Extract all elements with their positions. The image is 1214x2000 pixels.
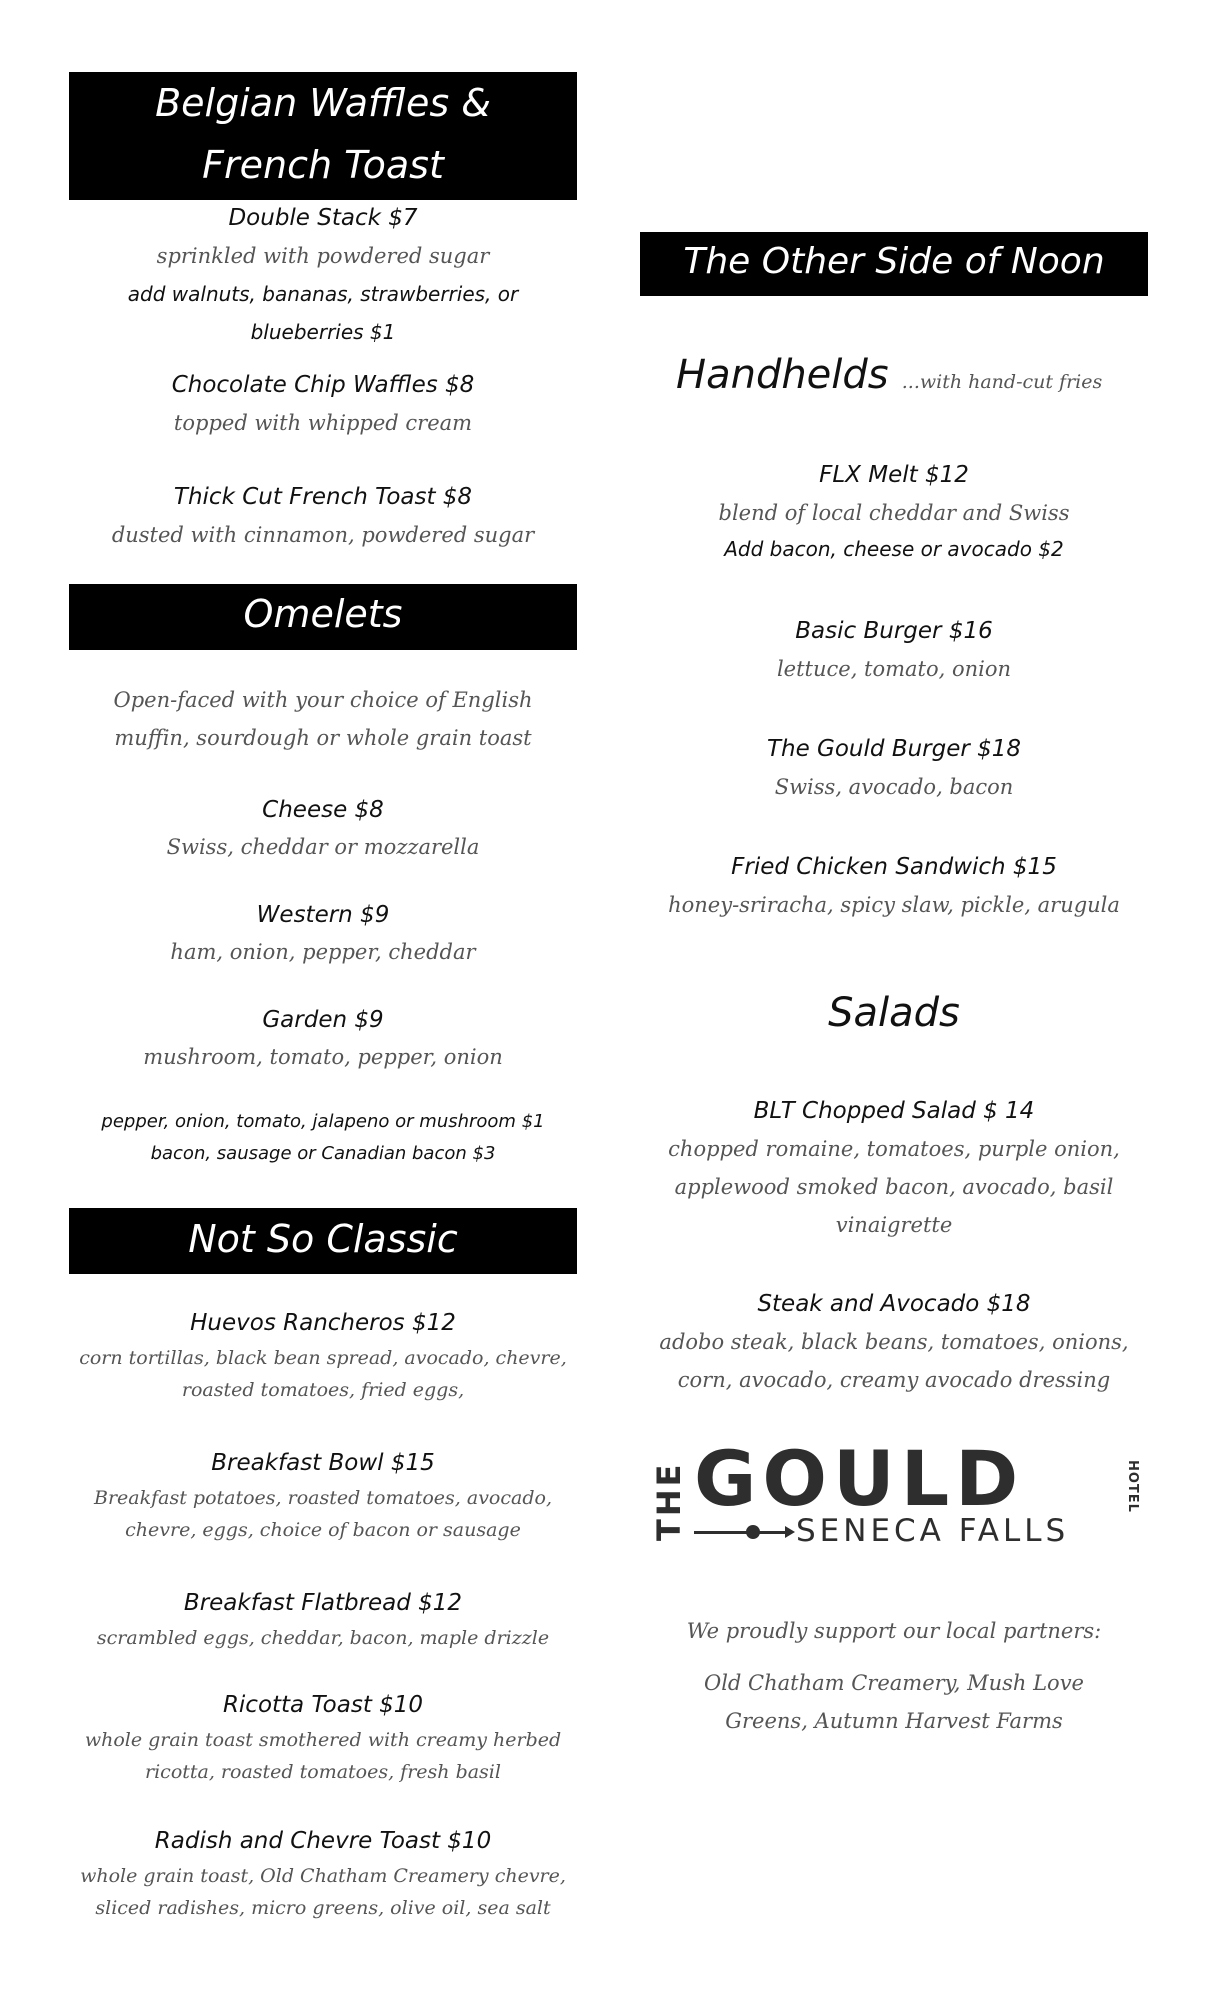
item-addon: blueberries $1: [250, 320, 396, 344]
other-side-banner: [640, 232, 1148, 296]
item-desc: topped with whipped cream: [173, 411, 473, 435]
item-desc: honey-sriracha, spicy slaw, pickle, arugula: [668, 893, 1120, 917]
menu-item-breakfast-bowl: [69, 1444, 577, 1546]
item-desc: whole grain toast smothered with creamy herbed: [84, 1729, 562, 1751]
item-desc: adobo steak, black beans, tomatoes, onions,: [659, 1330, 1129, 1354]
item-name: Basic Burger $16: [795, 618, 993, 644]
waffles-title-line1: Belgian Waffles &: [155, 81, 491, 125]
item-desc: vinaigrette: [835, 1213, 953, 1237]
menu-item-gould-burger: [640, 730, 1148, 806]
item-name: Cheese $8: [262, 797, 384, 823]
item-desc: ricotta, roasted tomatoes, fresh basil: [145, 1761, 501, 1783]
omelet-addons: [69, 1106, 577, 1170]
item-desc: dusted with cinnamon, powdered sugar: [111, 523, 535, 547]
item-name: Breakfast Flatbread $12: [183, 1590, 463, 1616]
item-name: The Gould Burger $18: [766, 736, 1022, 762]
intro-line: muffin, sourdough or whole grain toast: [114, 726, 532, 750]
addon-line: bacon, sausage or Canadian bacon $3: [150, 1143, 496, 1164]
item-desc: mushroom, tomato, pepper, onion: [143, 1045, 503, 1069]
item-desc: Swiss, avocado, bacon: [774, 775, 1014, 799]
local-partners: [640, 1612, 1148, 1740]
menu-item-steak-avocado: [640, 1285, 1148, 1399]
menu-item-garden: [69, 1001, 577, 1075]
menu-item-western: [69, 896, 577, 970]
item-name: Steak and Avocado $18: [757, 1291, 1031, 1317]
item-desc: corn tortillas, black bean spread, avocado, chevre,: [79, 1347, 567, 1369]
item-name: Thick Cut French Toast $8: [173, 484, 473, 510]
other-side-title: The Other Side of Noon: [683, 241, 1105, 282]
logo-gould: GOULD: [694, 1434, 1025, 1523]
omelets-title: Omelets: [243, 592, 403, 636]
item-name: Double Stack $7: [228, 205, 418, 231]
item-name: Garden $9: [262, 1007, 384, 1033]
logo-the: THE: [650, 1461, 688, 1541]
item-name: Breakfast Bowl $15: [211, 1450, 435, 1476]
not-so-classic-title: Not So Classic: [188, 1217, 458, 1261]
item-name: Fried Chicken Sandwich $15: [731, 854, 1057, 880]
menu-item-basic-burger: [640, 612, 1148, 688]
partners-intro: We proudly support our local partners:: [686, 1619, 1102, 1643]
waffles-banner: [69, 72, 577, 200]
item-desc: applewood smoked bacon, avocado, basil: [674, 1175, 1114, 1199]
item-desc: Breakfast potatoes, roasted tomatoes, avocado,: [94, 1487, 552, 1509]
item-name: Ricotta Toast $10: [222, 1692, 424, 1718]
handhelds-title: Handhelds: [676, 352, 889, 398]
menu-item-thick-cut: [69, 478, 577, 554]
logo-seneca-falls: SENECA FALLS: [796, 1513, 1070, 1549]
item-desc: ham, onion, pepper, cheddar: [170, 940, 476, 964]
menu-item-blt-salad: [640, 1092, 1148, 1244]
item-desc: chevre, eggs, choice of bacon or sausage: [125, 1519, 521, 1541]
menu-item-flatbread: [69, 1584, 577, 1654]
not-so-classic-banner: [69, 1208, 577, 1274]
menu-item-radish: [69, 1822, 577, 1924]
item-name: FLX Melt $12: [819, 462, 969, 488]
menu-item-cheese: [69, 791, 577, 865]
menu-item-double-stack: [69, 199, 577, 351]
menu-item-huevos: [69, 1304, 577, 1406]
handhelds-heading: [676, 352, 1156, 398]
item-desc: whole grain toast, Old Chatham Creamery chevre,: [80, 1865, 566, 1887]
addon-line: pepper, onion, tomato, jalapeno or mushroom $1: [101, 1111, 545, 1132]
item-name: BLT Chopped Salad $ 14: [753, 1098, 1035, 1124]
item-desc: roasted tomatoes, fried eggs,: [181, 1379, 465, 1401]
item-name: Radish and Chevre Toast $10: [154, 1828, 492, 1854]
menu-item-chicken-sandwich: [640, 848, 1148, 924]
item-desc: sliced radishes, micro greens, olive oil, sea salt: [95, 1897, 551, 1919]
partners-line: Old Chatham Creamery, Mush Love: [704, 1671, 1084, 1695]
omelets-intro: [69, 681, 577, 757]
item-desc: blend of local cheddar and Swiss: [718, 501, 1070, 525]
item-desc: lettuce, tomato, onion: [776, 657, 1012, 681]
waffles-title-line2: French Toast: [202, 143, 444, 187]
item-name: Huevos Rancheros $12: [190, 1310, 456, 1336]
item-desc: corn, avocado, creamy avocado dressing: [677, 1368, 1111, 1392]
salads-title: Salads: [828, 990, 960, 1036]
intro-line: Open-faced with your choice of English: [113, 688, 533, 712]
menu-item-chocolate-chip: [69, 366, 577, 442]
partners-line: Greens, Autumn Harvest Farms: [725, 1709, 1063, 1733]
item-desc: chopped romaine, tomatoes, purple onion,: [668, 1137, 1120, 1161]
item-addon: add walnuts, bananas, strawberries, or: [127, 282, 519, 306]
menu-item-ricotta: [69, 1686, 577, 1788]
fork-icon: [694, 1531, 789, 1534]
item-addon: Add bacon, cheese or avocado $2: [724, 537, 1064, 561]
menu-item-flx-melt: [640, 456, 1148, 566]
logo-hotel: HOTEL: [1125, 1459, 1140, 1513]
item-name: Chocolate Chip Waffles $8: [171, 372, 475, 398]
omelets-banner: [69, 584, 577, 650]
handhelds-subtitle: ...with hand-cut fries: [901, 371, 1103, 393]
item-desc: Swiss, cheddar or mozzarella: [166, 835, 480, 859]
item-desc: sprinkled with powdered sugar: [156, 244, 490, 268]
gould-hotel-logo: [650, 1434, 1140, 1549]
item-desc: scrambled eggs, cheddar, bacon, maple drizzle: [96, 1627, 550, 1649]
item-name: Western $9: [256, 902, 390, 928]
